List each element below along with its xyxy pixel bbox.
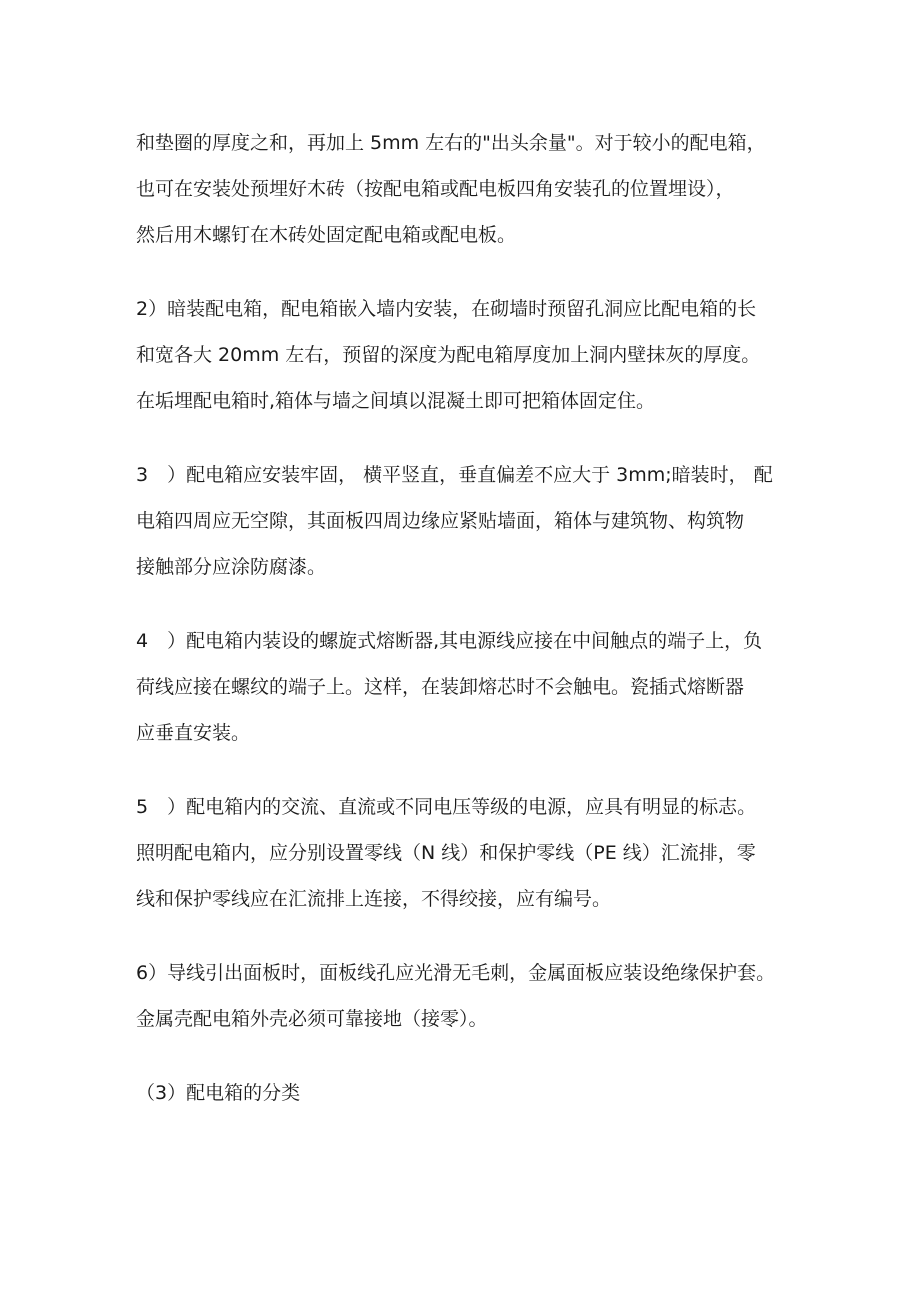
text-line: 照明配电箱内，应分别设置零线（N 线）和保护零线（PE 线）汇流排，零 (136, 842, 756, 864)
text-line: 也可在安装处预埋好木砖（按配电箱或配电板四角安装孔的位置埋设）， (136, 178, 735, 200)
document-body (136, 120, 796, 1116)
text-line: 4 ）配电箱内装设的螺旋式熔断器,其电源线应接在中间触点的端子上，负 (136, 630, 763, 652)
text-line: 6）导线引出面板时，面板线孔应光滑无毛刺，金属面板应装设绝缘保护套。 (136, 962, 776, 984)
text-line: 接触部分应涂防腐漆。 (136, 556, 327, 578)
text-line: 5 ）配电箱内的交流、直流或不同电压等级的电源，应具有明显的标志。 (136, 796, 757, 818)
paragraph-1 (136, 120, 796, 258)
paragraph-4 (136, 618, 796, 756)
text-line: 应垂直安装。 (136, 722, 251, 744)
paragraph-6 (136, 950, 796, 1042)
text-line: 和宽各大 20mm 左右，预留的深度为配电箱厚度加上洞内壁抹灰的厚度。 (136, 344, 761, 366)
text-line: 线和保护零线应在汇流排上连接，不得绞接，应有编号。 (136, 888, 612, 910)
paragraph-3 (136, 452, 796, 590)
text-line: 3 ）配电箱应安装牢固， 横平竖直，垂直偏差不应大于 3mm;暗装时， 配 (136, 464, 773, 486)
paragraph-2 (136, 286, 796, 424)
paragraph-5 (136, 784, 796, 922)
text-line: 在垢埋配电箱时,箱体与墙之间填以混凝土即可把箱体固定住。 (136, 390, 656, 412)
text-line: 然后用木螺钉在木砖处固定配电箱或配电板。 (136, 224, 517, 246)
text-line: 2）暗装配电箱，配电箱嵌入墙内安装，在砌墙时预留孔洞应比配电箱的长 (136, 298, 757, 320)
text-line: 和垫圈的厚度之和，再加上 5mm 左右的"出头余量"。对于较小的配电箱， (136, 132, 766, 154)
text-line: 金属壳配电箱外壳必须可靠接地（接零）。 (136, 1008, 488, 1030)
text-line: 电箱四周应无空隙，其面板四周边缘应紧贴墙面，箱体与建筑物、构筑物 (136, 510, 745, 532)
section-heading: （3）配电箱的分类 (136, 1082, 301, 1104)
text-line: 荷线应接在螺纹的端子上。这样，在装卸熔芯时不会触电。瓷插式熔断器 (136, 676, 745, 698)
